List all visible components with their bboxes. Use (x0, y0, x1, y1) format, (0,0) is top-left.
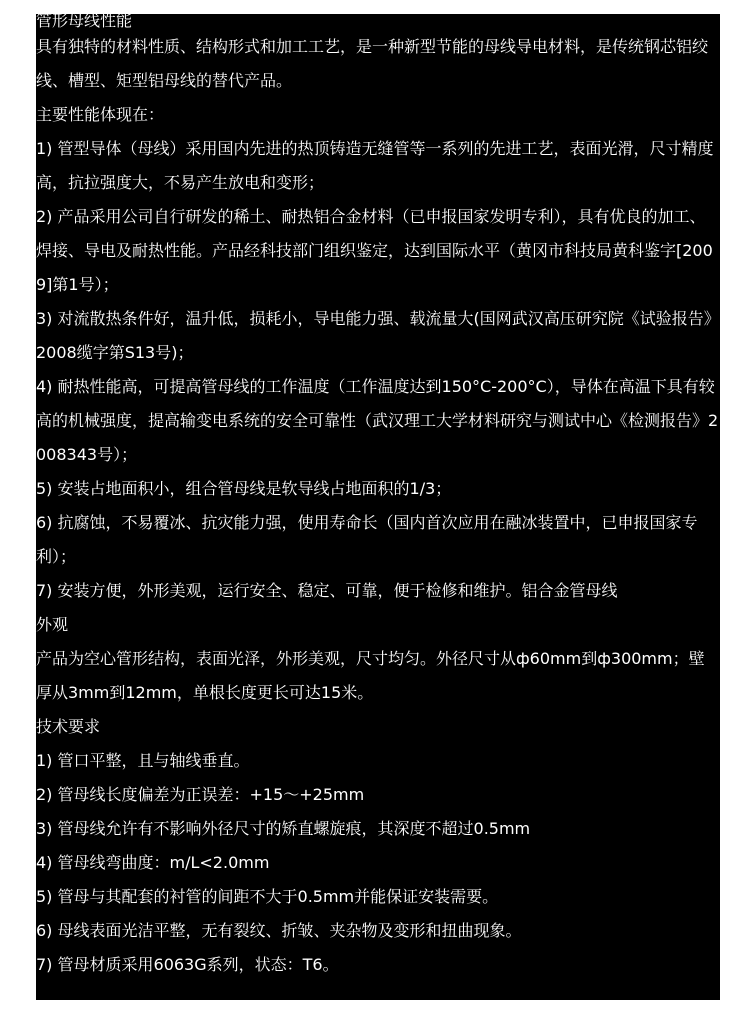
main-item-6: 6) 抗腐蚀，不易覆冰、抗灾能力强，使用寿命长（国内首次应用在融冰装置中，已申报国家专利）； (36, 513, 698, 566)
tech-item-1: 1) 管口平整，且与轴线垂直。 (36, 751, 250, 770)
main-item-2: 2) 产品采用公司自行研发的稀土、耐热铝合金材料（已申报国家发明专利），具有优良的加工、焊接、导电及耐热性能。产品经科技部门组织鉴定，达到国际水平（黄冈市科技局黄科鉴字[2009]第1号）； (36, 207, 713, 294)
intro-paragraph: 具有独特的材料性质、结构形式和加工工艺，是一种新型节能的母线导电材料，是传统钢芯铝绞线、槽型、矩型铝母线的替代产品。 (36, 37, 709, 90)
main-item-4: 4) 耐热性能高，可提高管母线的工作温度（工作温度达到150°C-200°C），导体在高温下具有较高的机械强度，提高输变电系统的安全可靠性（武汉理工大学材料研究与测试中心《检测报告》2008343号）； (36, 377, 719, 464)
tech-item-6: 6) 母线表面光洁平整，无有裂纹、折皱、夹杂物及变形和扭曲现象。 (36, 921, 522, 940)
main-item-1: 1) 管型导体（母线）采用国内先进的热顶铸造无缝管等一系列的先进工艺，表面光滑，尺寸精度高，抗拉强度大，不易产生放电和变形； (36, 139, 714, 192)
tech-item-5: 5) 管母与其配套的衬管的间距不大于0.5mm并能保证安装需要。 (36, 887, 499, 906)
tech-item-2: 2) 管母线长度偏差为正误差：+15～+25mm (36, 785, 365, 804)
technical-requirements-heading: 技术要求 (36, 717, 101, 736)
document-title: 管形母线性能 (36, 11, 133, 30)
appearance-paragraph: 产品为空心管形结构，表面光泽，外形美观，尺寸均匀。外径尺寸从ф60mm到ф300mm；壁厚从3mm到12mm，单根长度更长可达15米。 (36, 649, 705, 702)
tech-item-3: 3) 管母线允许有不影响外径尺寸的矫直螺旋痕，其深度不超过0.5mm (36, 819, 531, 838)
appearance-heading: 外观 (36, 615, 69, 634)
document-panel (36, 11, 720, 1000)
main-performance-heading: 主要性能体现在： (36, 105, 165, 124)
tech-item-4: 4) 管母线弯曲度：m/L<2.0mm (36, 853, 270, 872)
tech-item-7: 7) 管母材质采用6063G系列，状态：T6。 (36, 955, 339, 974)
main-item-7: 7) 安装方便，外形美观，运行安全、稳定、可靠，便于检修和维护。铝合金管母线 (36, 581, 618, 600)
main-item-5: 5) 安装占地面积小，组合管母线是软导线占地面积的1/3； (36, 479, 452, 498)
main-item-3: 3) 对流散热条件好，温升低，损耗小，导电能力强、载流量大(国网武汉高压研究院《试验报告》2008缆字第S13号)； (36, 309, 720, 362)
